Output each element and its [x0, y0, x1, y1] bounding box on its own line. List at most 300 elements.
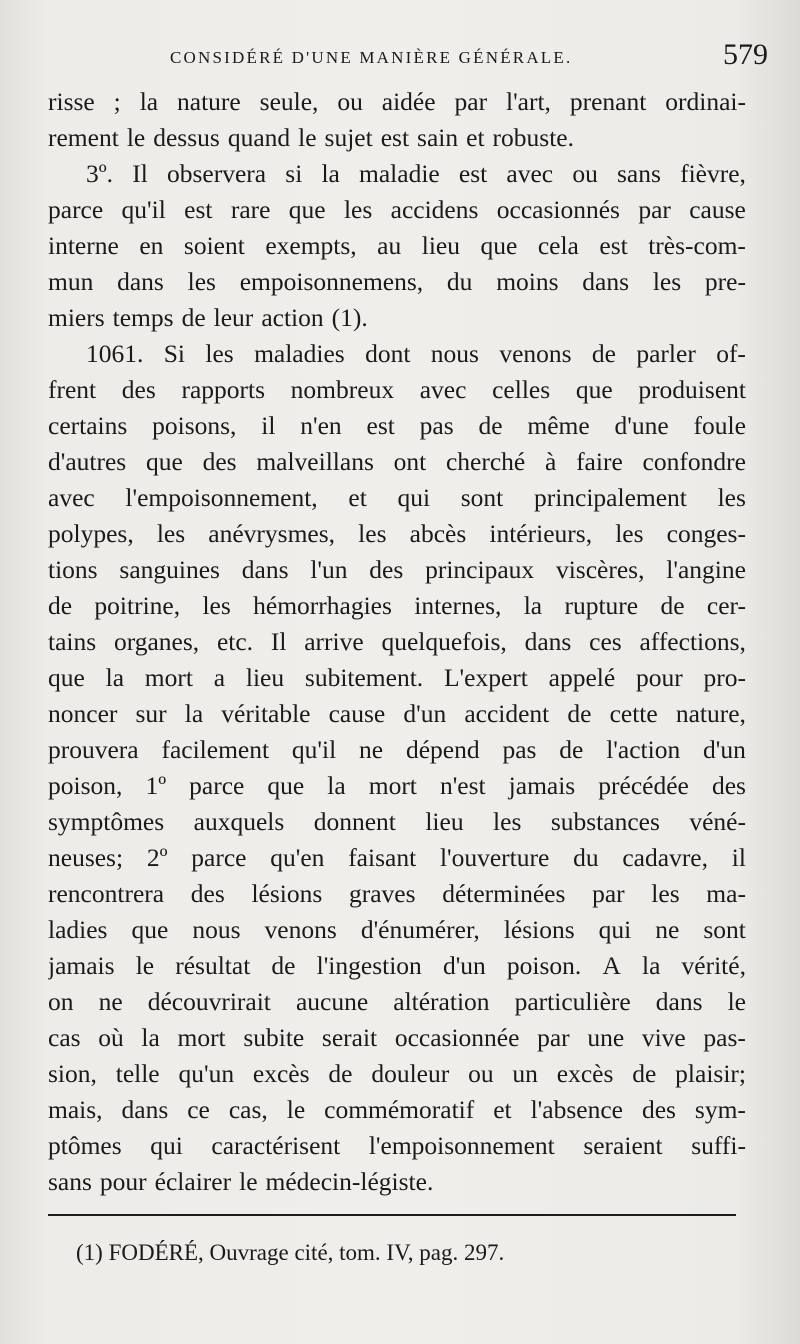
word: poisons,	[152, 411, 237, 440]
word: moins	[496, 267, 559, 296]
word: lieu	[425, 807, 464, 836]
word: des	[121, 375, 156, 404]
word: d'un	[403, 699, 447, 728]
word: (1).	[331, 303, 368, 332]
word: facilement	[161, 735, 270, 764]
word: de	[632, 1059, 657, 1088]
word: lésions	[503, 915, 575, 944]
word: ladies	[48, 915, 108, 944]
word: les	[717, 483, 746, 512]
word: dans	[121, 1095, 169, 1124]
word: L'expert	[443, 663, 528, 692]
word: l'action	[606, 735, 681, 764]
word: de	[181, 303, 206, 332]
word: conges-	[666, 519, 746, 548]
word: très-com-	[648, 231, 746, 260]
word: poitrine,	[94, 591, 181, 620]
word: qui	[397, 483, 431, 512]
word: sans	[616, 159, 661, 188]
text-line	[48, 588, 746, 624]
word: précédée	[598, 771, 689, 800]
text-line	[48, 1056, 746, 1092]
word: est	[366, 411, 395, 440]
word: ne	[655, 915, 680, 944]
text-line	[48, 84, 746, 120]
word: fièvre,	[680, 159, 746, 188]
word: empoisonnemens,	[239, 267, 424, 296]
word: foule	[693, 411, 746, 440]
word: occasionnés	[496, 195, 620, 224]
word: d'autres	[48, 447, 127, 476]
word: les	[358, 519, 387, 548]
word: sans	[48, 1167, 92, 1196]
text-line	[48, 516, 746, 552]
word: le	[298, 123, 317, 152]
word: tains	[48, 627, 97, 656]
word: 1061.	[86, 339, 144, 368]
word: et	[493, 1095, 512, 1124]
word: ordinai-	[665, 87, 746, 116]
word: un	[512, 1059, 538, 1088]
text-line	[48, 1020, 746, 1056]
word: de	[478, 411, 503, 440]
word: que	[48, 663, 85, 692]
word: la	[523, 591, 543, 620]
word: avec	[506, 159, 554, 188]
text-line	[48, 732, 746, 768]
word: de	[559, 735, 584, 764]
word: parler	[636, 339, 696, 368]
word: le	[286, 1095, 306, 1124]
word: noncer	[48, 699, 118, 728]
word: robuste.	[492, 123, 574, 152]
word: poison.	[506, 951, 582, 980]
word: aidée	[381, 87, 436, 116]
word: rare	[230, 195, 271, 224]
word: action	[261, 303, 324, 332]
word: soient	[183, 231, 245, 260]
page-header	[48, 38, 768, 84]
word: rupture	[564, 591, 639, 620]
word: nous	[192, 915, 241, 944]
word: le	[727, 987, 746, 1016]
word: neuses;	[48, 843, 124, 872]
word: seraient	[583, 1131, 663, 1160]
word: frent	[48, 375, 97, 404]
word: l'empoisonnement	[368, 1131, 555, 1160]
word: l'empoisonnement,	[125, 483, 318, 512]
word: lieu	[421, 231, 460, 260]
word: risse	[48, 87, 95, 116]
word: l'absence	[530, 1095, 623, 1124]
word: la	[184, 699, 204, 728]
word: ;	[113, 87, 121, 116]
text-line	[48, 336, 746, 372]
word: est	[599, 231, 628, 260]
word: il	[731, 843, 746, 872]
word: ou	[468, 1059, 494, 1088]
word: symptômes	[48, 807, 165, 836]
word: la	[327, 771, 346, 800]
word: rement	[48, 123, 119, 152]
word: mun	[48, 267, 94, 296]
word: substances	[550, 807, 660, 836]
word: des	[369, 555, 404, 584]
word: pas	[419, 411, 454, 440]
word: parce	[191, 843, 247, 872]
word: vive	[641, 1023, 686, 1052]
word: mort	[368, 771, 417, 800]
word: 2º	[146, 843, 168, 872]
text-line	[48, 984, 746, 1020]
word: nature	[177, 87, 241, 116]
word: l'ingestion	[316, 951, 422, 980]
word: ou	[337, 87, 363, 116]
word: les	[343, 195, 373, 224]
word: dans	[241, 555, 289, 584]
word: interne	[48, 231, 119, 260]
text-line	[48, 192, 746, 228]
word: dans	[524, 627, 572, 656]
word: excès	[252, 1059, 310, 1088]
word: maladies	[254, 339, 345, 368]
word: pas-	[703, 1023, 746, 1052]
word: tions	[48, 555, 98, 584]
word: la	[321, 159, 340, 188]
word: on	[48, 987, 74, 1016]
word: cause	[689, 195, 746, 224]
word: suffi-	[691, 1131, 746, 1160]
word: subite	[243, 1023, 305, 1052]
word: Si	[163, 339, 186, 368]
text-line	[48, 1128, 746, 1164]
text-line	[48, 912, 746, 948]
word: principaux	[425, 555, 535, 584]
word: que	[480, 231, 518, 260]
text-line	[48, 768, 746, 804]
word: commémoratif	[324, 1095, 475, 1124]
word: dans	[117, 267, 164, 296]
text-line	[48, 408, 746, 444]
word: rencontrera	[48, 879, 165, 908]
word: serait	[321, 1023, 378, 1052]
footnote-rule	[48, 1214, 736, 1216]
word: abcès	[409, 519, 467, 548]
word: sanguines	[119, 555, 220, 584]
word: où	[98, 1023, 124, 1052]
word: découvrirait	[147, 987, 271, 1016]
word: pour	[635, 663, 683, 692]
word: d'un	[703, 735, 746, 764]
word: si	[285, 159, 303, 188]
word: de	[271, 951, 296, 980]
word: jamais	[48, 951, 115, 980]
text-line	[48, 552, 746, 588]
word: 1º	[145, 771, 167, 800]
word: est	[184, 195, 213, 224]
word: n'est	[439, 771, 486, 800]
text-line	[48, 660, 746, 696]
word: cause	[328, 699, 386, 728]
word: altération	[393, 987, 490, 1016]
word: lésions	[251, 879, 323, 908]
word: les	[651, 879, 680, 908]
word: des	[190, 879, 225, 908]
word: dans	[582, 267, 630, 296]
word: sym-	[694, 1095, 746, 1124]
word: les	[187, 267, 216, 296]
word: a	[213, 663, 226, 692]
word: de	[328, 1059, 353, 1088]
word: confondre	[642, 447, 746, 476]
word: anévrysmes,	[208, 519, 336, 548]
word: quelquefois,	[381, 627, 507, 656]
word: qu'il	[291, 735, 337, 764]
word: éclairer	[154, 1167, 232, 1196]
word: par	[454, 87, 488, 116]
word: accidens	[390, 195, 479, 224]
word: temps	[112, 303, 174, 332]
word: jamais	[508, 771, 576, 800]
word: cadavre,	[622, 843, 708, 872]
word: of-	[716, 339, 746, 368]
text-line	[48, 948, 746, 984]
word: faisant	[348, 843, 417, 872]
word: excès	[556, 1059, 614, 1088]
word: lieu	[245, 663, 285, 692]
word: appelé	[548, 663, 616, 692]
word: et	[466, 123, 485, 152]
word: vérité,	[681, 951, 746, 980]
text-line	[48, 120, 746, 156]
word: parce	[48, 195, 104, 224]
word: de	[567, 699, 592, 728]
word: pas	[502, 735, 537, 764]
word: cer-	[706, 591, 746, 620]
word: ma-	[706, 879, 746, 908]
footnote: (1) FODÉRÉ, Ouvrage cité, tom. IV, pag. 297.	[76, 1240, 505, 1265]
word: sion,	[48, 1059, 97, 1088]
page-number: 579	[723, 38, 768, 71]
word: principalement	[533, 483, 687, 512]
word: faire	[576, 447, 623, 476]
word: affections,	[639, 627, 746, 656]
word: exempts,	[265, 231, 357, 260]
word: poison,	[48, 771, 123, 800]
word: une	[587, 1023, 625, 1052]
word: véné-	[689, 807, 746, 836]
word: les	[493, 807, 522, 836]
word: caractérisent	[211, 1131, 341, 1160]
word: certains	[48, 411, 128, 440]
word: pro-	[703, 663, 746, 692]
word: Il	[132, 159, 148, 188]
word: le	[135, 951, 155, 980]
word: internes,	[414, 591, 502, 620]
word: organes,	[113, 627, 200, 656]
word: qu'un	[178, 1059, 235, 1088]
word: il	[261, 411, 276, 440]
text-line	[48, 876, 746, 912]
word: venons	[264, 915, 337, 944]
word: au	[377, 231, 402, 260]
word: que	[145, 447, 183, 476]
word: ces	[589, 627, 622, 656]
text-line	[48, 228, 746, 264]
word: mort	[144, 663, 193, 692]
word: véritable	[221, 699, 311, 728]
word: dans	[655, 987, 703, 1016]
text-line	[48, 372, 746, 408]
word: donnent	[313, 807, 396, 836]
word: l'ouverture	[439, 843, 550, 872]
word: cas	[48, 1023, 81, 1052]
word: maladie	[359, 159, 440, 188]
text-line	[48, 804, 746, 840]
word: avec	[419, 375, 467, 404]
word: l'un	[310, 555, 348, 584]
word: sain	[417, 123, 459, 152]
word: d'énumérer,	[360, 915, 480, 944]
word: que	[131, 915, 169, 944]
word: que	[267, 771, 305, 800]
word: d'un	[442, 951, 486, 980]
word: ptômes	[48, 1131, 122, 1160]
word: médecin-légiste.	[265, 1167, 434, 1196]
word: des	[641, 1095, 676, 1124]
text-line	[48, 840, 746, 876]
text-line	[48, 300, 746, 336]
word: prenant	[569, 87, 647, 116]
word: malveillans	[256, 447, 374, 476]
word: et	[348, 483, 367, 512]
word: A	[602, 951, 621, 980]
word: le	[126, 123, 146, 152]
body-text	[48, 84, 746, 1200]
word: la	[105, 663, 125, 692]
word: en	[139, 231, 164, 260]
word: avec	[48, 483, 95, 512]
word: de	[660, 591, 685, 620]
text-line	[48, 624, 746, 660]
word: intérieurs,	[489, 519, 593, 548]
word: ce	[187, 1095, 210, 1124]
word: miers	[48, 303, 105, 332]
text-line	[48, 1164, 746, 1200]
word: hémorrhagies	[253, 591, 392, 620]
word: cela	[537, 231, 579, 260]
word: occasionnée	[394, 1023, 520, 1052]
word: de	[48, 591, 73, 620]
word: qui	[598, 915, 632, 944]
word: nous	[430, 339, 479, 368]
word: Il	[270, 627, 287, 656]
word: dont	[365, 339, 411, 368]
word: accident	[464, 699, 550, 728]
word: à	[544, 447, 557, 476]
word: ont	[393, 447, 427, 476]
word: sont	[703, 915, 746, 944]
word: ne	[359, 735, 384, 764]
word: nombreux	[290, 375, 395, 404]
word: venons	[499, 339, 572, 368]
word: douleur	[371, 1059, 450, 1088]
word: seule,	[259, 87, 319, 116]
word: pour	[99, 1167, 147, 1196]
word: est	[380, 123, 410, 152]
word: auxquels	[193, 807, 285, 836]
word: sujet	[324, 123, 373, 152]
running-title: CONSIDÉRÉ D'UNE MANIÈRE GÉNÉRALE.	[170, 48, 573, 67]
word: la	[641, 951, 661, 980]
word: le	[239, 1167, 258, 1196]
word: l'art,	[505, 87, 551, 116]
word: arrive	[304, 627, 364, 656]
word: sur	[135, 699, 167, 728]
word: particulière	[514, 987, 631, 1016]
word: du	[446, 267, 473, 296]
word: les	[615, 519, 644, 548]
word: la	[139, 87, 159, 116]
word: les	[652, 267, 682, 296]
word: que	[288, 195, 326, 224]
word: cas,	[228, 1095, 268, 1124]
word: par	[638, 195, 671, 224]
word: subitement.	[304, 663, 424, 692]
word: de	[591, 339, 616, 368]
text-line	[48, 1092, 746, 1128]
word: qu'il	[121, 195, 166, 224]
text-line	[48, 444, 746, 480]
word: même	[527, 411, 590, 440]
word: dépend	[405, 735, 480, 764]
word: viscères,	[555, 555, 645, 584]
word: aucune	[295, 987, 369, 1016]
word: produisent	[638, 375, 746, 404]
word: les	[156, 519, 186, 548]
word: que	[575, 375, 613, 404]
word: quand	[227, 123, 291, 152]
text-line	[48, 696, 746, 732]
word: les	[205, 339, 234, 368]
word: résultat	[175, 951, 251, 980]
word: celles	[492, 375, 551, 404]
word: ou	[572, 159, 598, 188]
word: telle	[115, 1059, 160, 1088]
word: par	[537, 1023, 570, 1052]
word: parce	[189, 771, 245, 800]
word: mort	[177, 1023, 226, 1052]
word: pre-	[704, 267, 746, 296]
word: des	[202, 447, 237, 476]
word: l'angine	[666, 555, 746, 584]
word: leur	[213, 303, 254, 332]
word: etc.	[216, 627, 254, 656]
text-line	[48, 156, 746, 192]
word: des	[711, 771, 746, 800]
word: nature,	[675, 699, 746, 728]
text-line	[48, 480, 746, 516]
text-line	[48, 264, 746, 300]
word: qui	[150, 1131, 183, 1160]
word: mais,	[48, 1095, 103, 1124]
word: dessus	[153, 123, 220, 152]
word: est	[458, 159, 488, 188]
word: les	[202, 591, 231, 620]
word: la	[141, 1023, 160, 1052]
word: prouvera	[48, 735, 139, 764]
word: observera	[166, 159, 267, 188]
